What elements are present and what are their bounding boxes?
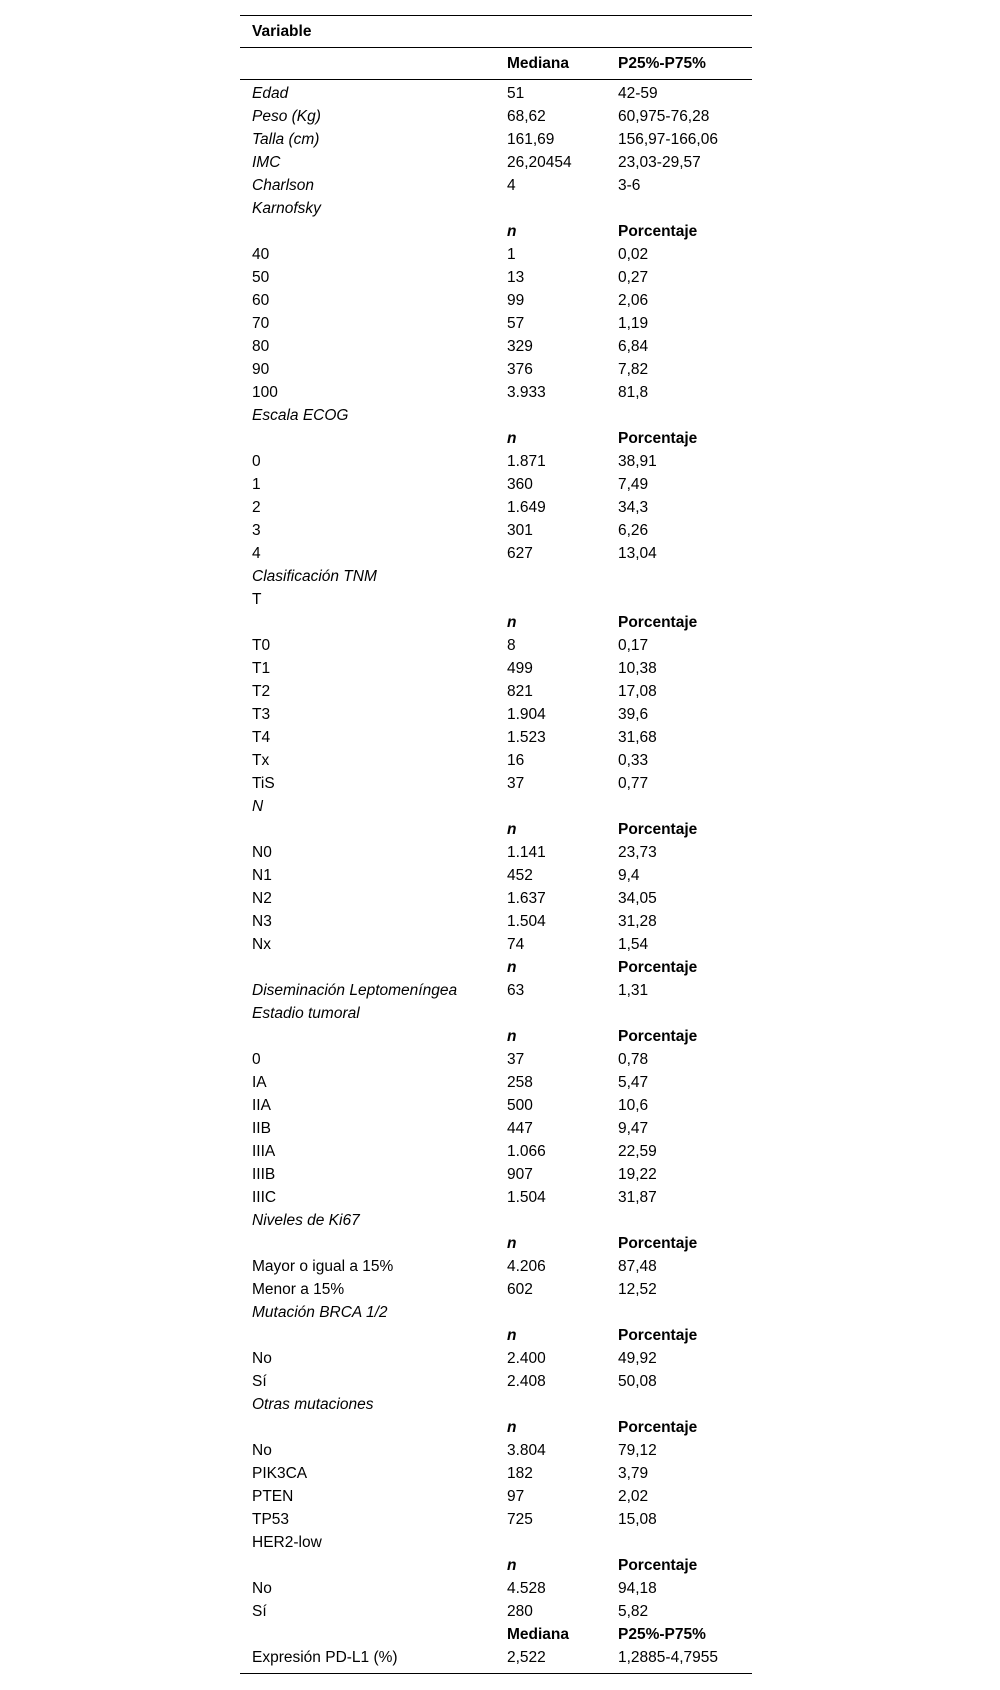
row-value-pct: 0,78 bbox=[618, 1051, 649, 1068]
row-value-pct: 0,27 bbox=[618, 269, 649, 286]
table-row bbox=[240, 795, 752, 818]
row-label: HER2-low bbox=[252, 1534, 322, 1551]
subheader-row bbox=[240, 611, 752, 634]
row-value-pct: 10,6 bbox=[618, 1097, 649, 1114]
table-row bbox=[240, 933, 752, 956]
row-value-n: 99 bbox=[507, 292, 525, 309]
row-value-n: 329 bbox=[507, 338, 533, 355]
row-value-pct: 0,17 bbox=[618, 637, 649, 654]
row-value-pct: 6,26 bbox=[618, 522, 649, 539]
row-value-n: 16 bbox=[507, 752, 525, 769]
row-value-pct: 1,31 bbox=[618, 982, 649, 999]
row-label: PTEN bbox=[252, 1488, 294, 1505]
row-label: T1 bbox=[252, 660, 271, 677]
row-label: No bbox=[252, 1350, 272, 1367]
subheader-col3: Porcentaje bbox=[618, 223, 698, 240]
row-value-n: 1.141 bbox=[507, 844, 546, 861]
row-value-pct: 5,47 bbox=[618, 1074, 649, 1091]
row-label: 40 bbox=[252, 246, 270, 263]
table-row bbox=[240, 82, 752, 105]
table-row bbox=[240, 1094, 752, 1117]
row-value-n: 1.523 bbox=[507, 729, 546, 746]
row-label: 80 bbox=[252, 338, 270, 355]
table-row bbox=[240, 772, 752, 795]
row-value-n: 2,522 bbox=[507, 1649, 546, 1666]
row-value-pct: 42-59 bbox=[618, 85, 658, 102]
row-value-pct: 6,84 bbox=[618, 338, 649, 355]
row-value-n: 13 bbox=[507, 269, 525, 286]
row-label: Otras mutaciones bbox=[252, 1396, 374, 1413]
subheader-row bbox=[240, 1025, 752, 1048]
row-label: N1 bbox=[252, 867, 272, 884]
subheader-col2: n bbox=[507, 614, 517, 631]
row-value-n: 258 bbox=[507, 1074, 533, 1091]
row-label: N2 bbox=[252, 890, 272, 907]
subheader-row bbox=[240, 1554, 752, 1577]
subheader-col2: n bbox=[507, 1235, 517, 1252]
subheader-row bbox=[240, 1324, 752, 1347]
row-value-n: 74 bbox=[507, 936, 525, 953]
row-label: T2 bbox=[252, 683, 271, 700]
row-value-pct: 0,77 bbox=[618, 775, 649, 792]
row-label: 4 bbox=[252, 545, 261, 562]
row-label: T bbox=[252, 591, 262, 608]
table-row bbox=[240, 634, 752, 657]
row-value-n: 68,62 bbox=[507, 108, 546, 125]
row-value-pct: 5,82 bbox=[618, 1603, 649, 1620]
subheader-col3: Porcentaje bbox=[618, 430, 698, 447]
subheader-col2: n bbox=[507, 959, 517, 976]
row-value-pct: 31,68 bbox=[618, 729, 657, 746]
row-value-pct: 49,92 bbox=[618, 1350, 657, 1367]
row-label: Niveles de Ki67 bbox=[252, 1212, 360, 1229]
row-label: IIB bbox=[252, 1120, 271, 1137]
table-body bbox=[240, 80, 752, 1669]
subheader-col3: Porcentaje bbox=[618, 1235, 698, 1252]
row-label: Charlson bbox=[252, 177, 315, 194]
table-row bbox=[240, 128, 752, 151]
row-value-pct: 17,08 bbox=[618, 683, 657, 700]
row-label: Edad bbox=[252, 85, 289, 102]
row-value-pct: 81,8 bbox=[618, 384, 649, 401]
table-row bbox=[240, 358, 752, 381]
subheader-col2: Mediana bbox=[507, 1626, 570, 1643]
row-label: Karnofsky bbox=[252, 200, 321, 217]
row-label: Sí bbox=[252, 1373, 267, 1390]
row-value-pct: 2,02 bbox=[618, 1488, 649, 1505]
row-label: T0 bbox=[252, 637, 271, 654]
row-label: N bbox=[252, 798, 264, 815]
row-value-n: 8 bbox=[507, 637, 516, 654]
row-value-n: 63 bbox=[507, 982, 525, 999]
table-row bbox=[240, 1600, 752, 1623]
row-value-pct: 1,54 bbox=[618, 936, 649, 953]
row-value-pct: 156,97-166,06 bbox=[618, 131, 718, 148]
subheader-row bbox=[240, 1623, 752, 1646]
row-value-pct: 34,3 bbox=[618, 499, 649, 516]
row-value-n: 1.637 bbox=[507, 890, 546, 907]
header-p25-p75: P25%-P75% bbox=[618, 55, 706, 72]
subheader-row bbox=[240, 1232, 752, 1255]
table-row bbox=[240, 1278, 752, 1301]
header-row-columns bbox=[240, 48, 752, 79]
table-row bbox=[240, 703, 752, 726]
table-row bbox=[240, 496, 752, 519]
row-label: Peso (Kg) bbox=[252, 108, 321, 125]
row-value-pct: 7,49 bbox=[618, 476, 649, 493]
table-row bbox=[240, 1577, 752, 1600]
header-row-variable bbox=[240, 16, 752, 47]
row-value-pct: 23,73 bbox=[618, 844, 657, 861]
row-value-n: 2.408 bbox=[507, 1373, 546, 1390]
data-table bbox=[240, 15, 752, 1674]
row-label: 3 bbox=[252, 522, 261, 539]
table-row bbox=[240, 542, 752, 565]
table-row bbox=[240, 1071, 752, 1094]
table-row bbox=[240, 979, 752, 1002]
table-row bbox=[240, 1531, 752, 1554]
table-row bbox=[240, 1646, 752, 1669]
table-row bbox=[240, 404, 752, 427]
table-row bbox=[240, 1255, 752, 1278]
subheader-col2: n bbox=[507, 1028, 517, 1045]
row-value-n: 725 bbox=[507, 1511, 533, 1528]
row-value-n: 500 bbox=[507, 1097, 533, 1114]
row-label: Escala ECOG bbox=[252, 407, 349, 424]
table-row bbox=[240, 174, 752, 197]
table-row bbox=[240, 1508, 752, 1531]
row-value-n: 452 bbox=[507, 867, 533, 884]
table-row bbox=[240, 841, 752, 864]
table-row bbox=[240, 864, 752, 887]
header-variable: Variable bbox=[252, 23, 312, 40]
subheader-col3: Porcentaje bbox=[618, 959, 698, 976]
row-label: Menor a 15% bbox=[252, 1281, 345, 1298]
subheader-col3: P25%-P75% bbox=[618, 1626, 706, 1643]
subheader-row bbox=[240, 956, 752, 979]
row-value-pct: 22,59 bbox=[618, 1143, 657, 1160]
row-value-n: 1.066 bbox=[507, 1143, 546, 1160]
row-value-n: 1.904 bbox=[507, 706, 546, 723]
row-label: 70 bbox=[252, 315, 270, 332]
row-label: 2 bbox=[252, 499, 261, 516]
row-value-pct: 31,28 bbox=[618, 913, 657, 930]
row-value-n: 3.933 bbox=[507, 384, 546, 401]
header-mediana: Mediana bbox=[507, 55, 570, 72]
table-row bbox=[240, 243, 752, 266]
table-row bbox=[240, 1163, 752, 1186]
row-label: No bbox=[252, 1442, 272, 1459]
row-value-pct: 15,08 bbox=[618, 1511, 657, 1528]
row-label: Diseminación Leptomeníngea bbox=[252, 982, 458, 999]
row-value-pct: 79,12 bbox=[618, 1442, 657, 1459]
subheader-col3: Porcentaje bbox=[618, 1327, 698, 1344]
row-label: Mayor o igual a 15% bbox=[252, 1258, 394, 1275]
row-value-pct: 12,52 bbox=[618, 1281, 657, 1298]
row-value-pct: 1,19 bbox=[618, 315, 649, 332]
row-value-pct: 10,38 bbox=[618, 660, 657, 677]
row-value-pct: 38,91 bbox=[618, 453, 657, 470]
row-label: T3 bbox=[252, 706, 271, 723]
table-row bbox=[240, 680, 752, 703]
table-row bbox=[240, 151, 752, 174]
row-value-n: 182 bbox=[507, 1465, 533, 1482]
table-row bbox=[240, 887, 752, 910]
row-value-n: 627 bbox=[507, 545, 533, 562]
table-row bbox=[240, 381, 752, 404]
table-row bbox=[240, 312, 752, 335]
row-value-n: 4 bbox=[507, 177, 516, 194]
table-bottom-rule bbox=[240, 1673, 752, 1674]
row-value-pct: 9,4 bbox=[618, 867, 640, 884]
table-row bbox=[240, 657, 752, 680]
row-value-n: 97 bbox=[507, 1488, 525, 1505]
row-label: 100 bbox=[252, 384, 278, 401]
row-value-pct: 0,02 bbox=[618, 246, 649, 263]
row-label: 90 bbox=[252, 361, 270, 378]
table-row bbox=[240, 1370, 752, 1393]
row-value-n: 301 bbox=[507, 522, 533, 539]
row-label: 0 bbox=[252, 453, 261, 470]
row-value-n: 821 bbox=[507, 683, 533, 700]
subheader-row bbox=[240, 427, 752, 450]
row-label: Estadio tumoral bbox=[252, 1005, 360, 1022]
subheader-col3: Porcentaje bbox=[618, 821, 698, 838]
table-row bbox=[240, 1485, 752, 1508]
row-value-n: 161,69 bbox=[507, 131, 555, 148]
row-value-n: 499 bbox=[507, 660, 533, 677]
row-value-pct: 19,22 bbox=[618, 1166, 657, 1183]
table-row bbox=[240, 1186, 752, 1209]
row-value-pct: 3,79 bbox=[618, 1465, 649, 1482]
table-row bbox=[240, 289, 752, 312]
subheader-col3: Porcentaje bbox=[618, 1419, 698, 1436]
table-row bbox=[240, 1347, 752, 1370]
row-value-n: 2.400 bbox=[507, 1350, 546, 1367]
row-label: Expresión PD-L1 (%) bbox=[252, 1649, 398, 1666]
subheader-col2: n bbox=[507, 430, 517, 447]
row-label: 50 bbox=[252, 269, 270, 286]
table-row bbox=[240, 473, 752, 496]
table-row bbox=[240, 1117, 752, 1140]
row-label: N3 bbox=[252, 913, 272, 930]
row-value-n: 376 bbox=[507, 361, 533, 378]
row-label: TP53 bbox=[252, 1511, 290, 1528]
row-value-pct: 1,2885-4,7955 bbox=[618, 1649, 718, 1666]
table-row bbox=[240, 1002, 752, 1025]
row-value-n: 1.504 bbox=[507, 913, 546, 930]
row-value-n: 37 bbox=[507, 775, 525, 792]
row-label: T4 bbox=[252, 729, 271, 746]
row-value-n: 1.871 bbox=[507, 453, 546, 470]
row-value-n: 4.206 bbox=[507, 1258, 546, 1275]
row-value-pct: 0,33 bbox=[618, 752, 649, 769]
table-row bbox=[240, 726, 752, 749]
table-row bbox=[240, 1439, 752, 1462]
table-row bbox=[240, 910, 752, 933]
row-label: 0 bbox=[252, 1051, 261, 1068]
subheader-col2: n bbox=[507, 1557, 517, 1574]
row-value-pct: 2,06 bbox=[618, 292, 649, 309]
row-value-n: 4.528 bbox=[507, 1580, 546, 1597]
row-value-pct: 23,03-29,57 bbox=[618, 154, 701, 171]
subheader-col2: n bbox=[507, 1327, 517, 1344]
table-row bbox=[240, 588, 752, 611]
table-row bbox=[240, 1048, 752, 1071]
row-value-n: 907 bbox=[507, 1166, 533, 1183]
row-value-pct: 87,48 bbox=[618, 1258, 657, 1275]
row-value-pct: 34,05 bbox=[618, 890, 657, 907]
table-row bbox=[240, 1140, 752, 1163]
row-value-pct: 9,47 bbox=[618, 1120, 649, 1137]
row-value-n: 37 bbox=[507, 1051, 525, 1068]
subheader-col2: n bbox=[507, 223, 517, 240]
row-label: IIIA bbox=[252, 1143, 276, 1160]
row-value-n: 602 bbox=[507, 1281, 533, 1298]
subheader-col2: n bbox=[507, 821, 517, 838]
row-value-pct: 39,6 bbox=[618, 706, 649, 723]
table-row bbox=[240, 266, 752, 289]
row-label: PIK3CA bbox=[252, 1465, 308, 1482]
row-label: Sí bbox=[252, 1603, 267, 1620]
row-label: No bbox=[252, 1580, 272, 1597]
row-label: IA bbox=[252, 1074, 267, 1091]
row-value-pct: 94,18 bbox=[618, 1580, 657, 1597]
row-value-pct: 60,975-76,28 bbox=[618, 108, 710, 125]
row-value-n: 26,20454 bbox=[507, 154, 572, 171]
table-row bbox=[240, 519, 752, 542]
row-value-pct: 50,08 bbox=[618, 1373, 657, 1390]
row-label: Mutación BRCA 1/2 bbox=[252, 1304, 388, 1321]
subheader-row bbox=[240, 818, 752, 841]
row-label: Tx bbox=[252, 752, 270, 769]
subheader-col3: Porcentaje bbox=[618, 614, 698, 631]
row-label: Talla (cm) bbox=[252, 131, 320, 148]
row-label: Clasificación TNM bbox=[252, 568, 377, 585]
row-value-pct: 13,04 bbox=[618, 545, 657, 562]
table-row bbox=[240, 1209, 752, 1232]
row-label: N0 bbox=[252, 844, 272, 861]
row-value-n: 51 bbox=[507, 85, 525, 102]
table-row bbox=[240, 335, 752, 358]
subheader-col3: Porcentaje bbox=[618, 1028, 698, 1045]
row-value-n: 360 bbox=[507, 476, 533, 493]
row-label: IIIB bbox=[252, 1166, 276, 1183]
row-value-n: 280 bbox=[507, 1603, 533, 1620]
table-row bbox=[240, 1301, 752, 1324]
row-label: IMC bbox=[252, 154, 281, 171]
row-label: 60 bbox=[252, 292, 270, 309]
table-row bbox=[240, 565, 752, 588]
subheader-col2: n bbox=[507, 1419, 517, 1436]
table-row bbox=[240, 197, 752, 220]
row-value-pct: 7,82 bbox=[618, 361, 649, 378]
row-value-n: 3.804 bbox=[507, 1442, 546, 1459]
table-row bbox=[240, 749, 752, 772]
row-label: TiS bbox=[252, 775, 275, 792]
row-value-n: 1.649 bbox=[507, 499, 546, 516]
table-row bbox=[240, 105, 752, 128]
table-row bbox=[240, 1393, 752, 1416]
row-value-n: 447 bbox=[507, 1120, 533, 1137]
row-value-n: 1.504 bbox=[507, 1189, 546, 1206]
table-row bbox=[240, 450, 752, 473]
row-value-pct: 31,87 bbox=[618, 1189, 657, 1206]
row-label: IIIC bbox=[252, 1189, 277, 1206]
row-label: 1 bbox=[252, 476, 261, 493]
subheader-row bbox=[240, 1416, 752, 1439]
subheader-row bbox=[240, 220, 752, 243]
row-value-n: 57 bbox=[507, 315, 525, 332]
subheader-col3: Porcentaje bbox=[618, 1557, 698, 1574]
row-value-n: 1 bbox=[507, 246, 516, 263]
row-value-pct: 3-6 bbox=[618, 177, 641, 194]
table-row bbox=[240, 1462, 752, 1485]
row-label: IIA bbox=[252, 1097, 271, 1114]
row-label: Nx bbox=[252, 936, 271, 953]
